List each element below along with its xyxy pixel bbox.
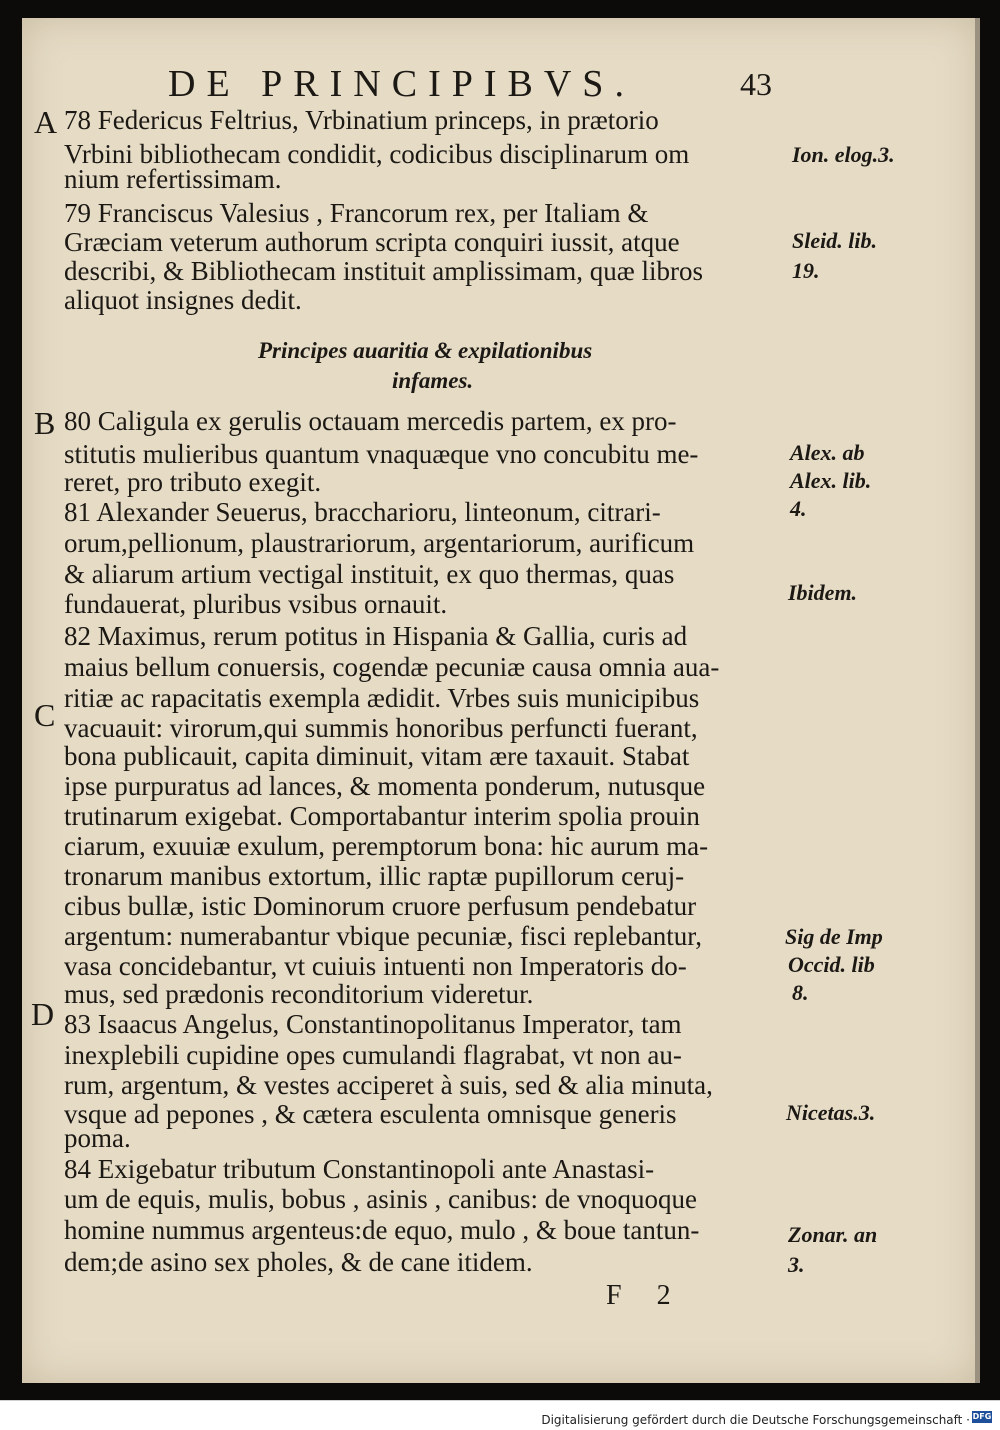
marginal-note: Zonar. an (788, 1222, 878, 1247)
funding-credit: Digitalisierung gefördert durch die Deutsche Forschungsgemeinschaft · (541, 1413, 970, 1427)
text-line: stitutis mulieribus quantum vnaquæque vno concubitu me- (64, 439, 699, 469)
section-letter-d: D (31, 996, 55, 1032)
section-heading: Principes auaritia & expilationibus (258, 338, 593, 363)
marginal-note: 8. (792, 980, 809, 1005)
text-line: rum, argentum, & vestes acciperet à suis, sed & alia minuta, (64, 1070, 713, 1100)
text-line: vsque ad pepones , & cætera esculenta omnisque generis (64, 1099, 677, 1129)
text-line: Vrbini bibliothecam condidit, codicibus disciplinarum om (64, 139, 690, 169)
marginal-note: Occid. lib (788, 952, 875, 977)
marginal-note: Alex. lib. (790, 468, 872, 493)
dfg-logo-icon: DFG (972, 1412, 992, 1421)
text-line: maius bellum conuersis, cogendæ pecuniæ causa omnia aua- (64, 652, 720, 682)
text-line: poma. (64, 1123, 131, 1153)
section-letter-a: A (34, 104, 58, 140)
text-line: vasa concidebantur, vt cuiuis intuenti non Imperatoris do- (64, 951, 687, 981)
text-line: Græciam veterum authorum scripta conquiri iussit, atque (64, 227, 680, 257)
running-header: DE PRINCIPIBVS. (168, 63, 635, 105)
text-line: bona publicauit, capita diminuit, vitam ære taxauit. Stabat (64, 741, 690, 771)
marginal-note: Sig de Imp (785, 924, 883, 949)
text-line: vacuauit: virorum,qui summis honoribus perfuncti fuerant, (64, 713, 698, 743)
section-letter-c: C (34, 697, 56, 733)
text-line: 81 Alexander Seuerus, braccharioru, linteonum, citrari- (64, 497, 661, 527)
page-edge (975, 18, 980, 1383)
text-line: trutinarum exigebat. Comportabantur interim spolia prouin (64, 801, 700, 831)
text-line: fundauerat, pluribus vsibus ornauit. (64, 589, 448, 619)
text-line: orum,pellionum, plaustrariorum, argentariorum, aurificum (64, 528, 695, 558)
marginal-note: 3. (788, 1252, 805, 1277)
section-letter-b: B (34, 405, 56, 441)
marginal-note: Nicetas.3. (786, 1100, 876, 1125)
marginal-note: Ibidem. (788, 580, 858, 605)
text-line: ciarum, exuuiæ exulum, peremptorum bona: hic aurum ma- (64, 831, 709, 861)
text-line: cibus bullæ, istic Dominorum cruore perfusum pendebatur (64, 891, 697, 921)
marginal-note: Ion. elog.3. (792, 142, 895, 167)
section-heading: infames. (392, 368, 474, 393)
text-line: describi, & Bibliothecam instituit amplissimam, quæ libros (64, 256, 703, 286)
text-line: reret, pro tributo exegit. (64, 467, 322, 497)
text-line: 82 Maximus, rerum potitus in Hispania & Gallia, curis ad (64, 621, 688, 651)
text-line: homine nummus argenteus:de equo, mulo , & boue tantun- (64, 1215, 700, 1245)
text-line: & aliarum artium vectigal instituit, ex quo thermas, quas (64, 559, 675, 589)
text-line: 79 Franciscus Valesius , Francorum rex, per Italiam & (64, 198, 649, 228)
marginal-note: Alex. ab (790, 440, 865, 465)
text-line: ritiæ ac rapacitatis exempla ædidit. Vrbes suis municipibus (64, 683, 700, 713)
text-line: tronarum manibus extortum, illic raptæ pupillorum ceruj- (64, 861, 685, 891)
text-line: 84 Exigebatur tributum Constantinopoli ante Anastasi- (64, 1154, 655, 1184)
text-line: ipse purpuratus ad lances, & momenta ponderum, nutusque (64, 771, 706, 801)
text-line: um de equis, mulis, bobus , asinis , canibus: de vnoquoque (64, 1184, 697, 1214)
text-line: inexplebili cupidine opes cumulandi flagrabat, vt non au- (64, 1040, 682, 1070)
marginal-note: 19. (792, 258, 820, 283)
marginal-note: Sleid. lib. (792, 228, 877, 253)
text-line: argentum: numerabantur vbique pecuniæ, fisci replebantur, (64, 921, 702, 951)
text-line: dem;de asino sex pholes, & de cane itidem. (64, 1247, 533, 1277)
text-line: 78 Federicus Feltrius, Vrbinatium princeps, in prætorio (64, 105, 659, 135)
marginal-note: 4. (790, 496, 807, 521)
text-line: aliquot insignes dedit. (64, 285, 302, 315)
text-line: nium refertissimam. (64, 164, 282, 194)
page-number: 43 (740, 66, 772, 102)
signature-mark: F 2 (606, 1280, 685, 1311)
text-line: mus, sed prædonis reconditorium videretur. (64, 979, 534, 1009)
text-line: 80 Caligula ex gerulis octauam mercedis partem, ex pro- (64, 406, 677, 436)
text-line: 83 Isaacus Angelus, Constantinopolitanus Imperator, tam (64, 1009, 682, 1039)
